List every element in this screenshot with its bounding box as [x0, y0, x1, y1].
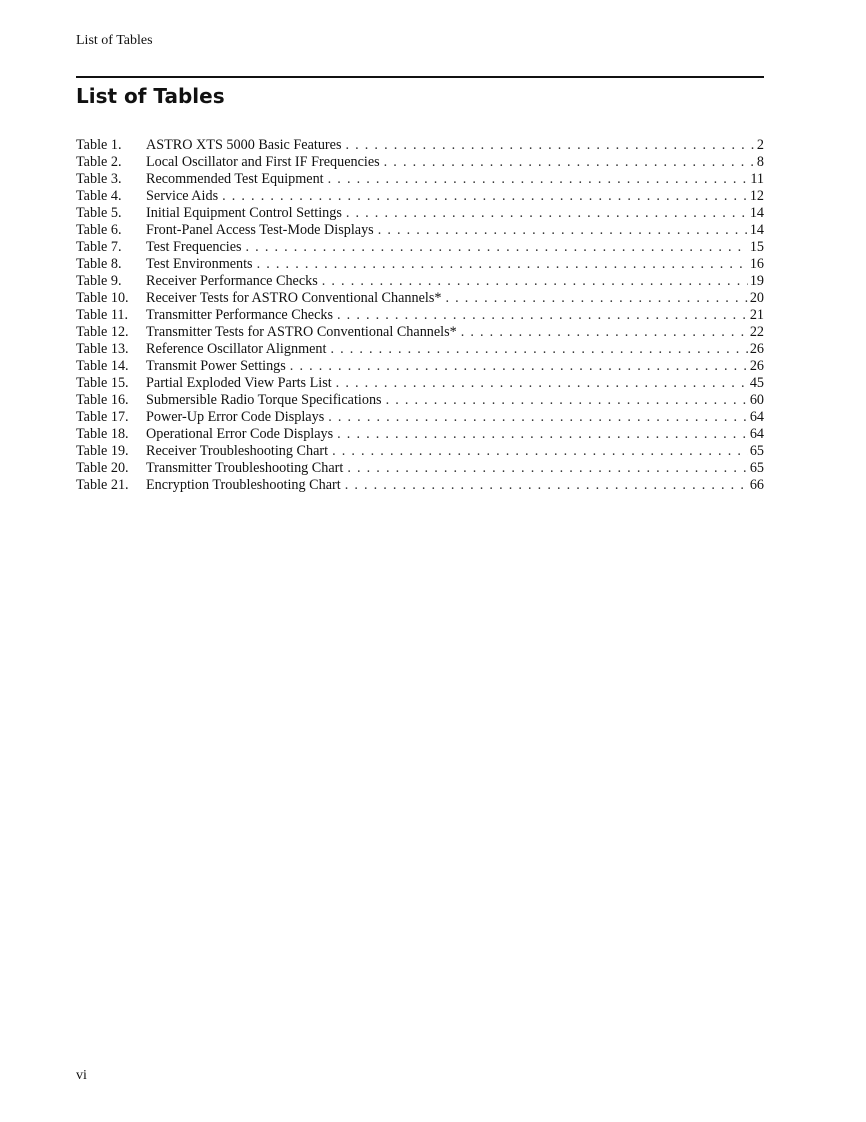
table-title: Transmitter Tests for ASTRO Conventional Channels* [146, 324, 457, 340]
page-ref: 2 [756, 137, 764, 153]
dot-leader [345, 137, 754, 154]
toc-entry[interactable] [76, 426, 764, 443]
table-title: Front-Panel Access Test-Mode Displays [146, 222, 374, 238]
page-ref: 65 [749, 443, 764, 459]
table-number: Table 3. [76, 171, 122, 187]
table-number: Table 15. [76, 375, 129, 391]
toc-entry[interactable] [76, 307, 764, 324]
table-number: Table 12. [76, 324, 129, 340]
table-title: Receiver Performance Checks [146, 273, 318, 289]
table-title: Power-Up Error Code Displays [146, 409, 325, 425]
toc-entry[interactable] [76, 477, 764, 494]
table-title: Operational Error Code Displays [146, 426, 334, 442]
table-number: Table 17. [76, 409, 129, 425]
dot-leader [336, 375, 748, 392]
running-header: List of Tables [76, 33, 153, 48]
table-number: Table 14. [76, 358, 129, 374]
page-ref: 64 [749, 426, 764, 442]
page-ref: 22 [749, 324, 764, 340]
page-number: vi [76, 1068, 87, 1083]
list-of-tables [76, 137, 764, 494]
table-number: Table 8. [76, 256, 122, 272]
dot-leader [461, 324, 748, 341]
toc-entry[interactable] [76, 171, 764, 188]
page-ref: 65 [749, 460, 764, 476]
table-title: Partial Exploded View Parts List [146, 375, 332, 391]
table-title: Receiver Tests for ASTRO Conventional Channels* [146, 290, 442, 306]
table-number: Table 10. [76, 290, 129, 306]
table-title: Test Environments [146, 256, 253, 272]
toc-entry[interactable] [76, 392, 764, 409]
toc-entry[interactable] [76, 137, 764, 154]
table-number: Table 1. [76, 137, 122, 153]
table-title: Transmit Power Settings [146, 358, 286, 374]
toc-entry[interactable] [76, 358, 764, 375]
toc-entry[interactable] [76, 222, 764, 239]
header-rule [76, 76, 764, 78]
toc-entry[interactable] [76, 188, 764, 205]
page-ref: 66 [749, 477, 764, 493]
dot-leader [384, 154, 755, 171]
table-title: Recommended Test Equipment [146, 171, 324, 187]
table-number: Table 16. [76, 392, 129, 408]
dot-leader [337, 307, 748, 324]
dot-leader [322, 273, 748, 290]
dot-leader [347, 460, 747, 477]
dot-leader [378, 222, 748, 239]
toc-entry[interactable] [76, 273, 764, 290]
dot-leader [330, 341, 747, 358]
table-title: Service Aids [146, 188, 219, 204]
page-ref: 19 [749, 273, 764, 289]
dot-leader [328, 409, 748, 426]
toc-entry[interactable] [76, 409, 764, 426]
page-ref: 8 [756, 154, 764, 170]
table-title: Initial Equipment Control Settings [146, 205, 342, 221]
table-number: Table 6. [76, 222, 122, 238]
dot-leader [445, 290, 747, 307]
dot-leader [246, 239, 748, 256]
page-ref: 15 [749, 239, 764, 255]
table-title: Reference Oscillator Alignment [146, 341, 327, 357]
table-title: Transmitter Performance Checks [146, 307, 334, 323]
table-title: Test Frequencies [146, 239, 242, 255]
dot-leader [257, 256, 748, 273]
page-ref: 16 [749, 256, 764, 272]
page-ref: 21 [749, 307, 764, 323]
page-ref: 64 [749, 409, 764, 425]
dot-leader [328, 171, 749, 188]
dot-leader [290, 358, 748, 375]
dot-leader [222, 188, 748, 205]
table-number: Table 19. [76, 443, 129, 459]
table-number: Table 4. [76, 188, 122, 204]
toc-entry[interactable] [76, 205, 764, 222]
table-number: Table 9. [76, 273, 122, 289]
page-ref: 60 [749, 392, 764, 408]
page-ref: 12 [749, 188, 764, 204]
dot-leader [386, 392, 748, 409]
toc-entry[interactable] [76, 239, 764, 256]
toc-entry[interactable] [76, 154, 764, 171]
toc-entry[interactable] [76, 256, 764, 273]
table-number: Table 2. [76, 154, 122, 170]
toc-entry[interactable] [76, 290, 764, 307]
toc-entry[interactable] [76, 375, 764, 392]
table-number: Table 20. [76, 460, 129, 476]
toc-entry[interactable] [76, 460, 764, 477]
table-title: Local Oscillator and First IF Frequencies [146, 154, 380, 170]
page-ref: 26 [749, 341, 764, 357]
table-title: Encryption Troubleshooting Chart [146, 477, 341, 493]
dot-leader [337, 426, 748, 443]
table-number: Table 13. [76, 341, 129, 357]
dot-leader [332, 443, 748, 460]
page-ref: 20 [749, 290, 764, 306]
page-ref: 14 [749, 205, 764, 221]
page-ref: 45 [749, 375, 764, 391]
page-ref: 14 [749, 222, 764, 238]
table-title: ASTRO XTS 5000 Basic Features [146, 137, 342, 153]
table-title: Submersible Radio Torque Specifications [146, 392, 382, 408]
page-title: List of Tables [76, 84, 225, 108]
table-title: Transmitter Troubleshooting Chart [146, 460, 344, 476]
dot-leader [345, 477, 748, 494]
toc-entry[interactable] [76, 443, 764, 460]
table-number: Table 5. [76, 205, 122, 221]
toc-entry[interactable] [76, 341, 764, 358]
dot-leader [346, 205, 748, 222]
page-ref: 26 [749, 358, 764, 374]
table-number: Table 11. [76, 307, 129, 323]
table-number: Table 18. [76, 426, 129, 442]
table-number: Table 7. [76, 239, 122, 255]
table-number: Table 21. [76, 477, 129, 493]
toc-entry[interactable] [76, 324, 764, 341]
table-title: Receiver Troubleshooting Chart [146, 443, 329, 459]
page-ref: 11 [750, 171, 764, 187]
